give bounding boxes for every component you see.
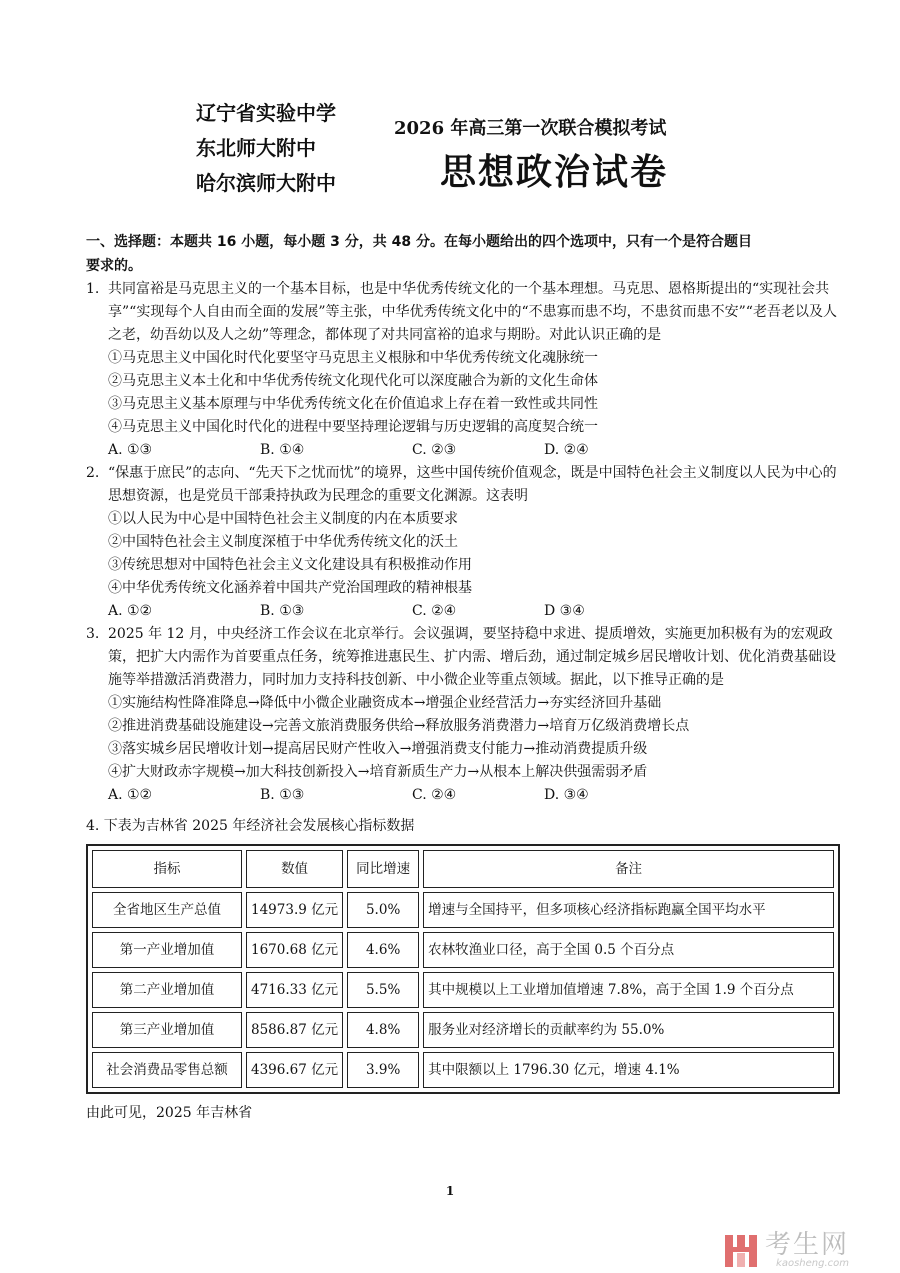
- table-cell: 5.5%: [347, 972, 419, 1008]
- choice-c: C. ②④: [412, 603, 457, 619]
- table-row: [92, 972, 834, 1008]
- table-row: [92, 1012, 834, 1048]
- paper-title: 思想政治试卷: [440, 152, 669, 193]
- question-stem: “保惠于庶民”的志向、“先天下之忧而忧”的境界，这些中国传统价值观念，既是中国特色社会主义制度以人民为中心的思想资源，也是党员干部秉持执政为民理念的重要文化渊源。这表明: [108, 465, 837, 504]
- table-header-cell: 同比增速: [347, 850, 419, 888]
- table-cell: 服务业对经济增长的贡献率约为 55.0%: [423, 1012, 834, 1048]
- statement-option: ①马克思主义中国化时代化要坚守马克思主义根脉和中华优秀传统文化魂脉统一: [108, 350, 598, 366]
- table-row: [92, 932, 834, 968]
- choice-a: A. ①②: [108, 787, 153, 803]
- statement-option: ①以人民为中心是中国特色社会主义制度的内在本质要求: [108, 511, 458, 527]
- table-cell: 14973.9 亿元: [246, 892, 343, 928]
- table-row: [92, 892, 834, 928]
- question-3: [86, 623, 838, 692]
- answer-choices: [86, 600, 838, 623]
- question-number: 1.: [86, 281, 100, 297]
- choice-c: C. ②④: [412, 787, 457, 803]
- table-cell: 其中规模以上工业增加值增速 7.8%，高于全国 1.9 个百分点: [423, 972, 834, 1008]
- table-cell: 第三产业增加值: [92, 1012, 242, 1048]
- exam-content: [86, 230, 838, 1125]
- table-cell: 第一产业增加值: [92, 932, 242, 968]
- page-number: 1: [445, 1184, 455, 1198]
- choice-d: D. ②④: [544, 442, 589, 458]
- question-stem: 共同富裕是马克思主义的一个基本目标，也是中华优秀传统文化的一个基本理想。马克思、恩格斯提出的“实现社会共享”“实现每个人自由而全面的发展”等主张，中华优秀传统文化中的“不患寡而患不均，不患贫而患不安”“老吾老以及人之老，幼吾幼以及人之幼”等理念，都体现了对共同富裕的追求与期盼。对此认识正确的是: [108, 281, 837, 343]
- kaosheng-logo-icon: [723, 1233, 759, 1269]
- section-heading: 一、选择题：本题共 16 小题，每小题 3 分，共 48 分。在每小题给出的四个选项中，只有一个是符合题目 要求的。: [86, 234, 752, 274]
- watermark-url: kaosheng.com: [776, 1258, 850, 1269]
- statement-option: ②马克思主义本土化和中华优秀传统文化现代化可以深度融合为新的文化生命体: [108, 373, 598, 389]
- answer-choices: [86, 784, 838, 807]
- table-cell: 社会消费品零售总额: [92, 1052, 242, 1088]
- school-name: 辽宁省实验中学: [196, 101, 336, 125]
- exam-title: 2026 年高三第一次联合模拟考试: [394, 118, 667, 139]
- question-1: [86, 278, 838, 347]
- choice-b: B. ①④: [260, 442, 305, 458]
- answer-choices: [86, 439, 838, 462]
- statement-option: ③落实城乡居民增收计划→提高居民财产性收入→增强消费支付能力→推动消费提质升级: [108, 741, 648, 757]
- table-header-cell: 指标: [92, 850, 242, 888]
- table-row: [92, 1052, 834, 1088]
- statement-option: ④中华优秀传统文化涵养着中国共产党治国理政的精神根基: [108, 580, 472, 596]
- table-cell: 4716.33 亿元: [246, 972, 343, 1008]
- question-4: [86, 815, 838, 1125]
- statement-option: ③马克思主义基本原理与中华优秀传统文化在价值追求上存在着一致性或共同性: [108, 396, 598, 412]
- statement-option: ①实施结构性降准降息→降低中小微企业融资成本→增强企业经营活力→夯实经济回升基础: [108, 695, 662, 711]
- statement-option: ②中国特色社会主义制度深植于中华优秀传统文化的沃土: [108, 534, 458, 550]
- table-cell: 全省地区生产总值: [92, 892, 242, 928]
- choice-a: A. ①②: [108, 603, 153, 619]
- choice-d: D ③④: [544, 603, 585, 619]
- school-name: 东北师大附中: [196, 136, 316, 160]
- table-header-cell: 备注: [423, 850, 834, 888]
- table-cell: 增速与全国持平，但多项核心经济指标跑赢全国平均水平: [423, 892, 834, 928]
- statement-option: ④扩大财政赤字规模→加大科技创新投入→培育新质生产力→从根本上解决供强需弱矛盾: [108, 764, 648, 780]
- statement-option: ③传统思想对中国特色社会主义文化建设具有积极推动作用: [108, 557, 472, 573]
- question-number: 2.: [86, 465, 100, 481]
- choice-b: B. ①③: [260, 787, 305, 803]
- table-cell: 8586.87 亿元: [246, 1012, 343, 1048]
- question-stem: 4. 下表为吉林省 2025 年经济社会发展核心指标数据: [86, 818, 415, 834]
- table-cell: 4.6%: [347, 932, 419, 968]
- question-stem: 2025 年 12 月，中央经济工作会议在北京举行。会议强调，要坚持稳中求进、提质增效，实施更加积极有为的宏观政策，把扩大内需作为首要重点任务，统筹推进惠民生、扩内需、增后劲，通过制定城乡居民增收计划、优化消费基础设施等举措激活消费潜力，同时加力支持科技创新、中小微企业等重点领域。据此，以下推导正确的是: [108, 626, 836, 688]
- school-name: 哈尔滨师大附中: [196, 171, 336, 195]
- choice-c: C. ②③: [412, 442, 457, 458]
- table-cell: 5.0%: [347, 892, 419, 928]
- table-cell: 1670.68 亿元: [246, 932, 343, 968]
- table-cell: 农林牧渔业口径，高于全国 0.5 个百分点: [423, 932, 834, 968]
- table-cell: 3.9%: [347, 1052, 419, 1088]
- statement-option: ②推进消费基础设施建设→完善文旅消费服务供给→释放服务消费潜力→培育万亿级消费增长点: [108, 718, 690, 734]
- question-number: 3.: [86, 626, 100, 642]
- indicator-table: [86, 844, 840, 1094]
- table-cell: 4396.67 亿元: [246, 1052, 343, 1088]
- statement-option: ④马克思主义中国化时代化的进程中要坚持理论逻辑与历史逻辑的高度契合统一: [108, 419, 598, 435]
- watermark: [723, 1232, 849, 1270]
- question-2: [86, 462, 838, 508]
- table-header-cell: 数值: [246, 850, 343, 888]
- choice-b: B. ①③: [260, 603, 305, 619]
- school-list: [196, 96, 336, 201]
- choice-d: D. ③④: [544, 787, 589, 803]
- watermark-text: 考生网: [765, 1230, 850, 1260]
- choice-a: A. ①③: [108, 442, 153, 458]
- table-cell: 其中限额以上 1796.30 亿元，增速 4.1%: [423, 1052, 834, 1088]
- question-continuation: 由此可见，2025 年吉林省: [86, 1105, 253, 1121]
- table-header-row: [92, 850, 834, 888]
- table-cell: 第二产业增加值: [92, 972, 242, 1008]
- table-cell: 4.8%: [347, 1012, 419, 1048]
